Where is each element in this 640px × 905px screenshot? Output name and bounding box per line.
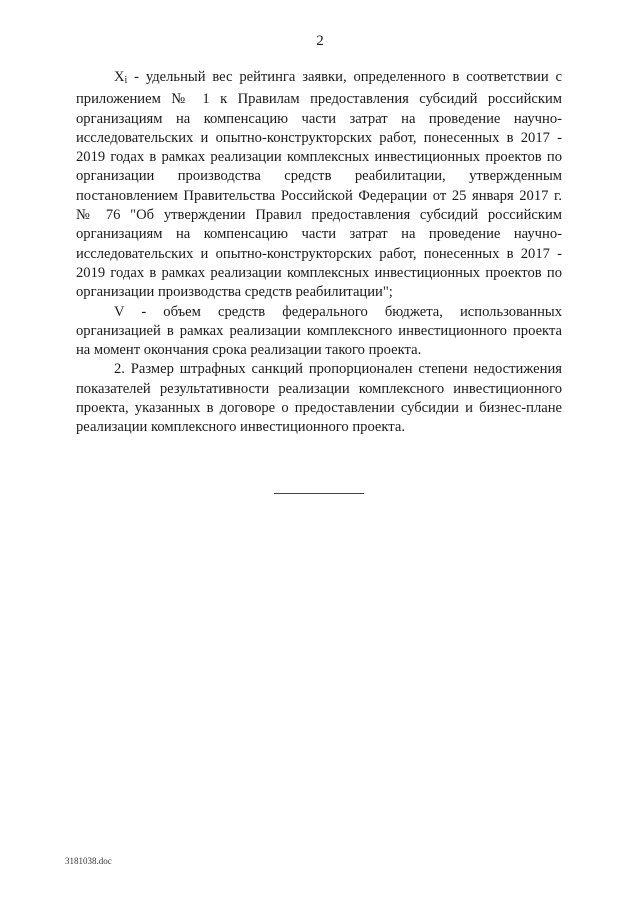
footer-doc-code: 3181038.doc (65, 856, 112, 866)
paragraph-item-2: 2. Размер штрафных санкций пропорционален степени недостижения показателей результативности реализации комплексного инвестиционного проекта, указанных в договоре о предоставлении субсидии и бизнес-плане реализации комплексного инвестиционного проекта. (76, 361, 562, 436)
paragraph-xi-definition (76, 68, 562, 303)
page-number: 2 (316, 33, 324, 49)
paragraph-xi-text: - удельный вес рейтинга заявки, определенного в соответствии с приложением № 1 к Правилам предоставления субсидий российским организациям на компенсацию части затрат на проведение научно-исследовательских и опытно-конструкторских работ, понесенных в 2017 - 2019 годах в рамках реализации комплексных инвестиционных проектов по организации производства средств реабилитации, утвержденным постановлением Правительства Российской Федерации от 25 января 2017 г. № 76 "Об утверждении Правил предоставления субсидий российским организациям на компенсацию части затрат на проведение научно-исследовательских и опытно-конструкторских работ, понесенных в 2017 - 2019 годах в рамках реализации комплексных инвестиционных проектов по организации производства средств реабилитации"; (76, 69, 562, 301)
variable-subscript-i: i (124, 75, 128, 86)
document-body (76, 68, 562, 438)
paragraph-v-definition: V - объем средств федерального бюджета, использованных организацией в рамках реализации комплексного инвестиционного проекта на момент окончания срока реализации такого проекта. (76, 303, 562, 359)
variable-symbol-x: X (114, 69, 125, 85)
end-divider-line (274, 493, 364, 494)
